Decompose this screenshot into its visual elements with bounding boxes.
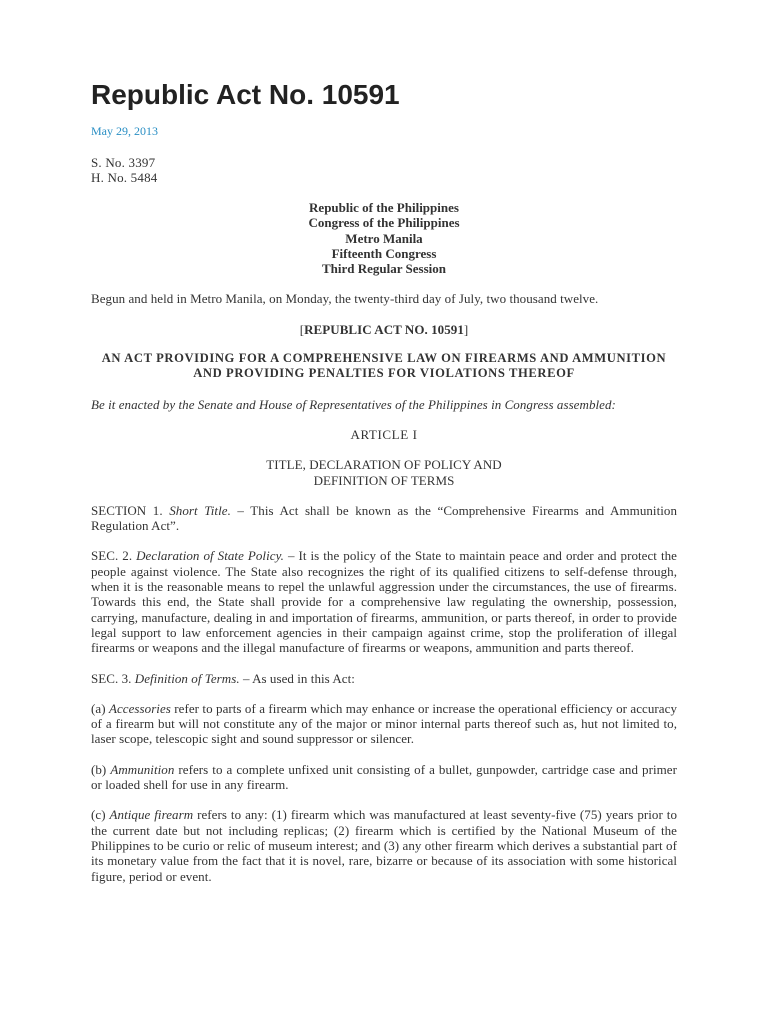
definition-text: refers to a complete unfixed unit consisting of a bullet, gunpowder, cartridge case and primer or loaded shell for use in any firearm. <box>91 761 677 793</box>
congress-header <box>91 200 677 276</box>
article-title-line: DEFINITION OF TERMS <box>313 472 455 488</box>
section-lead: SECTION 1. <box>91 502 170 518</box>
header-line: Metro Manila <box>345 230 423 246</box>
section-lead: SEC. 2. <box>91 548 137 564</box>
definition-accessories <box>91 701 677 747</box>
article-title <box>91 457 677 488</box>
document-page <box>91 78 677 884</box>
definition-text: refer to parts of a firearm which may enhance or increase the operational efficiency or accuracy of a firearm but will not constitute any of the major or minor internal parts thereof such as, hut not limited to, laser scope, telescopic sight and sound suppressor or silencer. <box>91 700 677 747</box>
section-text: – This Act shall be known as the “Comprehensive Firearms and Ammunition Regulation Act”. <box>91 502 677 534</box>
article-title-line: TITLE, DECLARATION OF POLICY AND <box>266 457 502 473</box>
republic-act-number <box>91 322 677 337</box>
bracket-close: ] <box>463 321 469 337</box>
definition-ammunition <box>91 762 677 793</box>
bracket-open: [ <box>299 321 305 337</box>
definition-lead: (c) <box>91 807 110 823</box>
section-text: – As used in this Act: <box>239 670 355 686</box>
definition-term: Antique firearm <box>109 807 194 823</box>
section-1 <box>91 503 677 534</box>
bill-numbers <box>91 155 677 185</box>
ra-number-text: REPUBLIC ACT NO. 10591 <box>304 321 464 337</box>
house-bill-no: H. No. 5484 <box>91 170 158 185</box>
definition-term: Accessories <box>108 700 171 716</box>
section-heading: Definition of Terms. <box>134 670 240 686</box>
document-title: Republic Act No. 10591 <box>91 79 400 110</box>
senate-bill-no: S. No. 3397 <box>91 155 156 170</box>
definition-text: refers to any: (1) firearm which was manufactured at least seventy-five (75) years prior to the current date but not including replicas; (2) firearm which is certified by the National Museum of the Philippines to be curio or relic of museum interest; and (3) any other firearm which derives a substantial part of its monetary value from the fact that it is novel, rare, bizarre or because of its association with some historical figure, period or event. <box>91 807 678 884</box>
section-text: – It is the policy of the State to maintain peace and order and protect the people against violence. The State also recognizes the right of its qualified citizens to self-defense through, when it is the reasonable means to repel the unlawful aggression under the circumstances, the use of firearms. Towards this end, the State shall provide for a comprehensive law regulating the ownership, possession, carrying, manufacture, dealing in and importation of firearms, ammunition, or parts thereof, in order to provide legal support to law enforcement agencies in their campaign against crime, stop the proliferation of illegal firearms or weapons and the illegal manufacture of firearms or weapons, ammunition and parts thereof. <box>91 548 677 656</box>
definition-term: Ammunition <box>110 761 175 777</box>
header-line: Congress of the Philippines <box>308 215 460 231</box>
section-heading: Short Title. <box>169 502 231 518</box>
definition-lead: (a) <box>91 700 109 716</box>
header-line: Republic of the Philippines <box>309 200 459 215</box>
definition-lead: (b) <box>91 761 111 777</box>
definition-antique-firearm <box>91 807 677 883</box>
section-lead: SEC. 3. <box>91 670 135 686</box>
section-2 <box>91 548 677 655</box>
act-title: AN ACT PROVIDING FOR A COMPREHENSIVE LAW ON FIREARMS AND AMMUNITION AND PROVIDING PENALTIES FOR VIOLATIONS THEREOF <box>101 351 667 381</box>
section-3 <box>91 671 677 686</box>
enacting-clause: Be it enacted by the Senate and House of Representatives of the Philippines in Congress assembled: <box>91 396 616 412</box>
section-heading: Declaration of State Policy. <box>136 548 284 564</box>
publish-date-link[interactable]: May 29, 2013 <box>91 124 158 138</box>
begun-statement: Begun and held in Metro Manila, on Monday, the twenty-third day of July, two thousand twelve. <box>91 291 599 307</box>
header-line: Third Regular Session <box>321 261 446 277</box>
article-heading: ARTICLE I <box>350 426 418 442</box>
header-line: Fifteenth Congress <box>331 245 437 261</box>
